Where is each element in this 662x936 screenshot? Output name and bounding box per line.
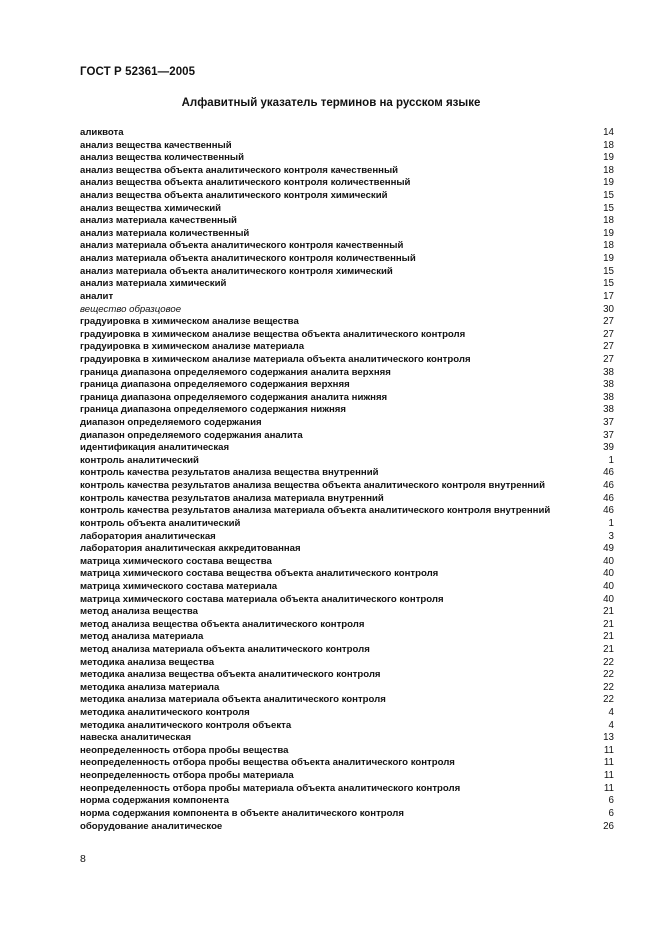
index-entry [80,619,614,632]
index-page-number: 22 [603,694,614,706]
index-term: лаборатория аналитическая аккредитованная [80,543,301,555]
index-page-number: 37 [603,429,614,441]
index-entry [80,379,614,392]
index-entry [80,253,614,266]
index-term: градуировка в химическом анализе вещества [80,316,299,328]
index-entry [80,177,614,190]
index-term: контроль качества результатов анализа вещества внутренний [80,467,379,479]
index-page-number: 39 [603,442,614,454]
index-page-number: 14 [603,127,614,138]
index-page-number: 19 [603,227,614,239]
index-entry [80,707,614,720]
index-entry [80,543,614,556]
index-page-number: 30 [603,303,614,315]
index-term: методика аналитического контроля объекта [80,719,292,731]
index-entry [80,203,614,216]
index-entry [80,821,614,834]
index-page-number: 18 [603,240,614,252]
index-page-number: 3 [608,530,614,542]
index-entry [80,165,614,178]
index-term: контроль качества результатов анализа материала внутренний [80,492,384,504]
index-entry [80,631,614,644]
index-term: вещество образцовое [80,303,182,315]
index-page-number: 15 [603,190,614,202]
document-header: ГОСТ Р 52361—2005 [80,66,196,78]
index-page-number: 17 [603,290,614,302]
index-term: анализ вещества химический [80,202,222,214]
index-entry [80,341,614,354]
index-entry [80,152,614,165]
index-page-number: 22 [603,669,614,681]
index-term: граница диапазона определяемого содержания аналита верхняя [80,366,391,378]
index-term: норма содержания компонента в объекте аналитического контроля [80,807,404,819]
index-page-number: 21 [603,606,614,618]
index-term: аналит [80,290,114,302]
index-entry [80,757,614,770]
index-entry [80,291,614,304]
index-term: анализ материала объекта аналитического контроля качественный [80,240,404,252]
index-entry [80,594,614,607]
index-entry [80,442,614,455]
index-page-number: 38 [603,366,614,378]
index-term: оборудование аналитическое [80,820,223,832]
index-entry [80,228,614,241]
index-page-number: 11 [603,782,614,794]
index-term: анализ вещества объекта аналитического контроля качественный [80,164,399,176]
index-page-number: 27 [603,316,614,328]
index-term: анализ материала химический [80,278,227,290]
index-entry [80,732,614,745]
index-page-number: 19 [603,177,614,189]
index-page-number: 11 [603,770,614,782]
index-page-number: 21 [603,631,614,643]
index-term: неопределенность отбора пробы вещества [80,744,289,756]
index-term: лаборатория аналитическая [80,530,216,542]
index-page-number: 13 [603,732,614,744]
index-page-number: 4 [608,707,614,719]
index-page-number: 15 [603,202,614,214]
index-entry [80,467,614,480]
index-term: контроль качества результатов анализа вещества объекта аналитического контроля внутренний [80,480,545,492]
index-term: неопределенность отбора пробы вещества объекта аналитического контроля [80,757,455,769]
index-entry [80,694,614,707]
index-term: норма содержания компонента [80,795,229,807]
index-term: метод анализа вещества [80,606,199,618]
index-entry [80,304,614,317]
index-entry [80,795,614,808]
index-term: градуировка в химическом анализе материала [80,341,305,353]
index-term: диапазон определяемого содержания аналита [80,429,303,441]
index-entry [80,770,614,783]
index-entry [80,783,614,796]
index-entry [80,606,614,619]
index-page-number: 40 [603,593,614,605]
index-entry [80,455,614,468]
index-page-number: 15 [603,278,614,290]
index-entry [80,669,614,682]
index-entry [80,657,614,670]
index-page-number: 6 [608,795,614,807]
index-entry [80,404,614,417]
index-page-number: 38 [603,404,614,416]
index-page-number: 21 [603,618,614,630]
index-term: методика аналитического контроля [80,707,250,719]
index-term: диапазон определяемого содержания [80,417,262,429]
index-term: граница диапазона определяемого содержания нижняя [80,404,346,416]
index-entry [80,808,614,821]
index-page-number: 18 [603,215,614,227]
index-term: матрица химического состава вещества объекта аналитического контроля [80,568,439,580]
index-entry [80,644,614,657]
index-term: контроль качества результатов анализа материала объекта аналитического контроля внутренний [80,505,551,517]
index-page-number: 46 [603,492,614,504]
index-entry [80,316,614,329]
index-term: граница диапазона определяемого содержания аналита нижняя [80,391,388,403]
index-page-number: 26 [603,820,614,832]
index-page-number: 15 [603,265,614,277]
index-page-number: 46 [603,467,614,479]
index-page-number: 46 [603,505,614,517]
index-term: контроль объекта аналитический [80,517,241,529]
index-term: методика анализа вещества объекта аналитического контроля [80,669,381,681]
index-page-number: 27 [603,341,614,353]
index-term: контроль аналитический [80,454,199,466]
index-term: матрица химического состава вещества [80,555,272,567]
index-page-number: 22 [603,681,614,693]
index-entry [80,392,614,405]
index-term: методика анализа вещества [80,656,215,668]
index-page-number: 27 [603,353,614,365]
index-term: матрица химического состава материала [80,580,278,592]
index-page-number: 38 [603,391,614,403]
index-entry [80,417,614,430]
index-entry [80,556,614,569]
index-page-number: 21 [603,643,614,655]
index-entry [80,430,614,443]
index-title: Алфавитный указатель терминов на русском языке [181,97,481,109]
index-page-number: 19 [603,253,614,265]
index-term: анализ материала качественный [80,215,237,227]
index-entry [80,720,614,733]
index-entry [80,745,614,758]
index-page-number: 18 [603,164,614,176]
index-term: граница диапазона определяемого содержания верхняя [80,379,350,391]
index-entry [80,354,614,367]
index-term: анализ вещества качественный [80,139,232,151]
index-term: неопределенность отбора пробы материала [80,770,294,782]
index-page-number: 37 [603,417,614,429]
index-entry [80,367,614,380]
index-page-number: 40 [603,580,614,592]
index-page-number: 38 [603,379,614,391]
index-entry [80,493,614,506]
index-term: анализ материала объекта аналитического контроля химический [80,265,393,277]
index-entry [80,518,614,531]
term-index-list [80,127,614,833]
index-entry [80,682,614,695]
index-term: анализ вещества объекта аналитического контроля количественный [80,177,411,189]
index-page-number: 1 [608,454,614,466]
index-entry [80,278,614,291]
page-number: 8 [80,853,86,865]
index-entry [80,140,614,153]
index-page-number: 19 [603,152,614,164]
index-page-number: 11 [603,744,614,756]
index-term: метод анализа материала [80,631,204,643]
index-term: метод анализа материала объекта аналитического контроля [80,643,370,655]
index-entry [80,240,614,253]
index-entry [80,215,614,228]
index-term: методика анализа материала объекта аналитического контроля [80,694,386,706]
index-term: анализ материала объекта аналитического контроля количественный [80,253,416,265]
index-term: анализ материала количественный [80,227,250,239]
index-page-number: 18 [603,139,614,151]
index-page-number: 27 [603,328,614,340]
index-page-number: 22 [603,656,614,668]
index-term: идентификация аналитическая [80,442,230,454]
index-term: градуировка в химическом анализе материала объекта аналитического контроля [80,353,471,365]
index-page-number: 40 [603,555,614,567]
index-term: навеска аналитическая [80,732,192,744]
index-term: градуировка в химическом анализе вещества объекта аналитического контроля [80,328,466,340]
index-page-number: 11 [603,757,614,769]
index-entry [80,266,614,279]
index-term: матрица химического состава материала объекта аналитического контроля [80,593,444,605]
index-entry [80,531,614,544]
index-entry [80,480,614,493]
index-entry [80,127,614,140]
index-entry [80,190,614,203]
index-term: методика анализа материала [80,681,220,693]
index-term: анализ вещества объекта аналитического контроля химический [80,190,388,202]
index-term: анализ вещества количественный [80,152,244,164]
index-term: метод анализа вещества объекта аналитического контроля [80,618,365,630]
index-page-number: 6 [608,807,614,819]
index-page-number: 4 [608,719,614,731]
index-entry [80,329,614,342]
index-term: аликвота [80,127,124,138]
index-page-number: 1 [608,517,614,529]
index-entry [80,505,614,518]
index-page-number: 46 [603,480,614,492]
index-term: неопределенность отбора пробы материала объекта аналитического контроля [80,782,461,794]
index-page-number: 40 [603,568,614,580]
index-page-number: 49 [603,543,614,555]
index-entry [80,568,614,581]
index-entry [80,581,614,594]
